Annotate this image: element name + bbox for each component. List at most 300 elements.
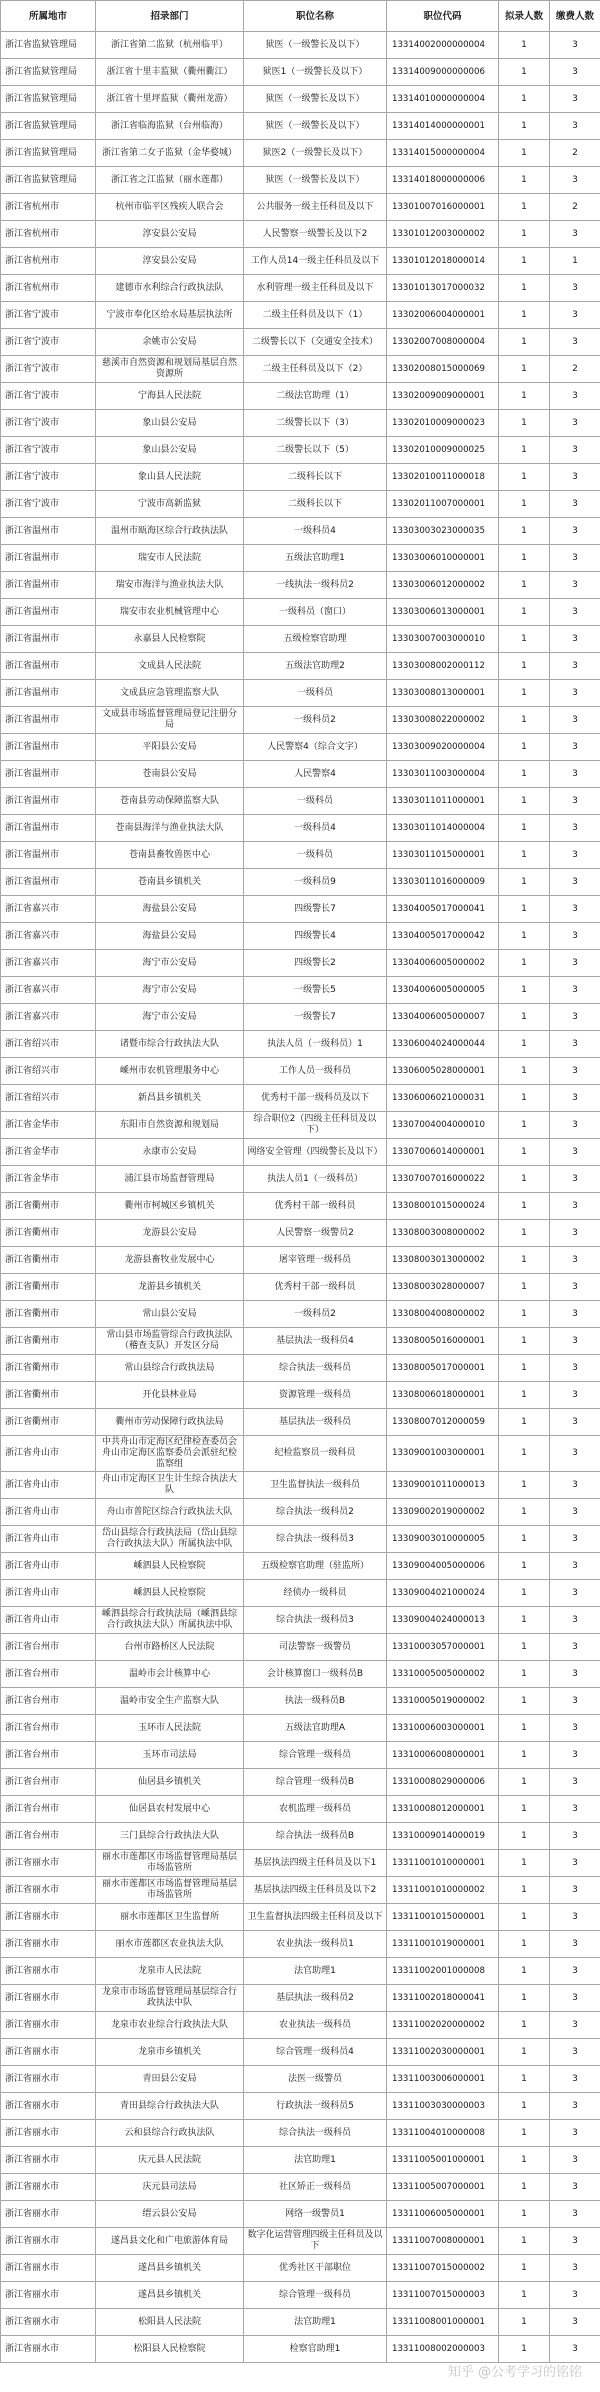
cell-planned-hires: 1 bbox=[499, 788, 550, 815]
cell-city: 浙江省温州市 bbox=[1, 842, 96, 869]
cell-paid-applicants: 3 bbox=[550, 1634, 600, 1661]
table-row bbox=[1, 32, 600, 59]
cell-planned-hires: 1 bbox=[499, 1166, 550, 1193]
table-row bbox=[1, 1985, 600, 2012]
cell-position-name: 屠宰管理一级科员 bbox=[244, 1247, 387, 1274]
cell-position-code: 13310006008000001 bbox=[387, 1742, 499, 1769]
cell-paid-applicants: 3 bbox=[550, 2228, 600, 2255]
cell-paid-applicants: 3 bbox=[550, 1850, 600, 1877]
cell-paid-applicants: 3 bbox=[550, 86, 600, 113]
cell-paid-applicants: 3 bbox=[550, 1382, 600, 1409]
header-planned-hires: 拟录人数 bbox=[499, 1, 550, 32]
cell-position-code: 13304005017000042 bbox=[387, 923, 499, 950]
cell-position-code: 13307004004000010 bbox=[387, 1112, 499, 1139]
cell-position-code: 13303006013000001 bbox=[387, 599, 499, 626]
cell-position-name: 五级检察官助理 bbox=[244, 626, 387, 653]
cell-position-name: 一级科员 bbox=[244, 680, 387, 707]
cell-position-name: 狱医1（一级警长及以下） bbox=[244, 59, 387, 86]
cell-city: 浙江省温州市 bbox=[1, 815, 96, 842]
cell-paid-applicants: 3 bbox=[550, 1355, 600, 1382]
table-row bbox=[1, 1031, 600, 1058]
cell-department: 遂昌县乡镇机关 bbox=[96, 2282, 244, 2309]
cell-planned-hires: 1 bbox=[499, 1877, 550, 1904]
cell-planned-hires: 1 bbox=[499, 626, 550, 653]
cell-department: 宁海县人民法院 bbox=[96, 383, 244, 410]
cell-paid-applicants: 3 bbox=[550, 1796, 600, 1823]
cell-position-code: 13309001011000013 bbox=[387, 1472, 499, 1499]
cell-position-code: 13311007015000002 bbox=[387, 2255, 499, 2282]
cell-position-name: 法官助理1 bbox=[244, 2309, 387, 2336]
cell-position-name: 一级科员 bbox=[244, 788, 387, 815]
table-row bbox=[1, 1382, 600, 1409]
cell-planned-hires: 1 bbox=[499, 761, 550, 788]
table-row bbox=[1, 329, 600, 356]
header-position-name: 职位名称 bbox=[244, 1, 387, 32]
cell-paid-applicants: 3 bbox=[550, 1058, 600, 1085]
table-row bbox=[1, 1058, 600, 1085]
cell-department: 玉环市司法局 bbox=[96, 1742, 244, 1769]
table-row bbox=[1, 788, 600, 815]
cell-planned-hires: 1 bbox=[499, 410, 550, 437]
cell-city: 浙江省宁波市 bbox=[1, 491, 96, 518]
table-row bbox=[1, 2012, 600, 2039]
cell-department: 青田县公安局 bbox=[96, 2066, 244, 2093]
cell-department: 松阳县人民法院 bbox=[96, 2309, 244, 2336]
cell-department: 仙居县农村发展中心 bbox=[96, 1796, 244, 1823]
cell-position-name: 工作人员14一级主任科员及以下 bbox=[244, 248, 387, 275]
cell-position-name: 卫生监督执法四级主任科员及以下 bbox=[244, 1904, 387, 1931]
cell-planned-hires: 1 bbox=[499, 923, 550, 950]
table-row bbox=[1, 1931, 600, 1958]
cell-department: 余姚市公安局 bbox=[96, 329, 244, 356]
cell-department: 淳安县公安局 bbox=[96, 248, 244, 275]
cell-planned-hires: 1 bbox=[499, 464, 550, 491]
table-row bbox=[1, 2147, 600, 2174]
cell-paid-applicants: 3 bbox=[550, 2093, 600, 2120]
cell-position-code: 13308003008000002 bbox=[387, 1220, 499, 1247]
cell-city: 浙江省丽水市 bbox=[1, 1850, 96, 1877]
table-row bbox=[1, 626, 600, 653]
cell-planned-hires: 1 bbox=[499, 1850, 550, 1877]
cell-paid-applicants: 3 bbox=[550, 1553, 600, 1580]
cell-planned-hires: 1 bbox=[499, 1472, 550, 1499]
cell-city: 浙江省杭州市 bbox=[1, 248, 96, 275]
cell-department: 嵊泗县综合行政执法局（嵊泗县综合行政执法大队）所属执法中队 bbox=[96, 1607, 244, 1634]
cell-position-code: 13311002030000001 bbox=[387, 2039, 499, 2066]
cell-planned-hires: 1 bbox=[499, 1409, 550, 1436]
cell-paid-applicants: 3 bbox=[550, 680, 600, 707]
cell-department: 龙游县乡镇机关 bbox=[96, 1274, 244, 1301]
cell-department: 三门县综合行政执法大队 bbox=[96, 1823, 244, 1850]
table-row bbox=[1, 653, 600, 680]
cell-position-code: 13303003023000035 bbox=[387, 518, 499, 545]
cell-position-name: 五级法官助理1 bbox=[244, 545, 387, 572]
cell-position-code: 13309004024000013 bbox=[387, 1607, 499, 1634]
cell-city: 浙江省台州市 bbox=[1, 1796, 96, 1823]
cell-position-code: 13304006005000007 bbox=[387, 1004, 499, 1031]
cell-city: 浙江省丽水市 bbox=[1, 2336, 96, 2363]
cell-position-code: 13311003006000001 bbox=[387, 2066, 499, 2093]
cell-position-name: 狱医（一级警长及以下） bbox=[244, 32, 387, 59]
cell-department: 象山县公安局 bbox=[96, 437, 244, 464]
cell-city: 浙江省温州市 bbox=[1, 572, 96, 599]
cell-city: 浙江省台州市 bbox=[1, 1823, 96, 1850]
cell-planned-hires: 1 bbox=[499, 1958, 550, 1985]
cell-paid-applicants: 3 bbox=[550, 734, 600, 761]
cell-position-name: 一级科员2 bbox=[244, 707, 387, 734]
cell-position-code: 13308007012000059 bbox=[387, 1409, 499, 1436]
table-row bbox=[1, 383, 600, 410]
table-row bbox=[1, 302, 600, 329]
cell-position-code: 13311001010000002 bbox=[387, 1877, 499, 1904]
cell-city: 浙江省宁波市 bbox=[1, 356, 96, 383]
cell-position-code: 13311007008000001 bbox=[387, 2228, 499, 2255]
cell-planned-hires: 1 bbox=[499, 1499, 550, 1526]
cell-position-name: 二级法官助理（1） bbox=[244, 383, 387, 410]
cell-department: 建德市水利综合行政执法队 bbox=[96, 275, 244, 302]
table-row bbox=[1, 896, 600, 923]
cell-position-name: 五级法官助理2 bbox=[244, 653, 387, 680]
cell-planned-hires: 1 bbox=[499, 32, 550, 59]
cell-city: 浙江省舟山市 bbox=[1, 1607, 96, 1634]
cell-position-code: 13310005019000002 bbox=[387, 1688, 499, 1715]
cell-position-code: 13309003010000005 bbox=[387, 1526, 499, 1553]
cell-planned-hires: 1 bbox=[499, 572, 550, 599]
cell-planned-hires: 1 bbox=[499, 2255, 550, 2282]
cell-department: 杭州市临平区残疾人联合会 bbox=[96, 194, 244, 221]
cell-position-code: 13311002020000002 bbox=[387, 2012, 499, 2039]
cell-position-code: 13303009020000004 bbox=[387, 734, 499, 761]
cell-planned-hires: 1 bbox=[499, 1796, 550, 1823]
table-row bbox=[1, 1193, 600, 1220]
cell-department: 常山县综合行政执法局 bbox=[96, 1355, 244, 1382]
table-row bbox=[1, 1661, 600, 1688]
cell-position-code: 13309004005000006 bbox=[387, 1553, 499, 1580]
cell-position-code: 13311001019000001 bbox=[387, 1931, 499, 1958]
cell-position-code: 13308006018000001 bbox=[387, 1382, 499, 1409]
cell-position-name: 四级警长4 bbox=[244, 923, 387, 950]
cell-planned-hires: 1 bbox=[499, 896, 550, 923]
watermark: 知乎 @公考学习的铭铭 bbox=[447, 2365, 582, 2380]
table-row bbox=[1, 1958, 600, 1985]
cell-city: 浙江省丽水市 bbox=[1, 2039, 96, 2066]
cell-city: 浙江省金华市 bbox=[1, 1139, 96, 1166]
cell-city: 浙江省衢州市 bbox=[1, 1328, 96, 1355]
cell-position-name: 综合执法一级科员3 bbox=[244, 1526, 387, 1553]
table-row bbox=[1, 248, 600, 275]
cell-position-name: 综合执法一级科员 bbox=[244, 2120, 387, 2147]
cell-position-code: 13303008022000002 bbox=[387, 707, 499, 734]
cell-position-name: 执法人员（一级科员）1 bbox=[244, 1031, 387, 1058]
cell-planned-hires: 1 bbox=[499, 221, 550, 248]
cell-city: 浙江省温州市 bbox=[1, 545, 96, 572]
cell-department: 东阳市自然资源和规划局 bbox=[96, 1112, 244, 1139]
cell-department: 云和县综合行政执法队 bbox=[96, 2120, 244, 2147]
cell-department: 衢州市劳动保障行政执法局 bbox=[96, 1409, 244, 1436]
cell-paid-applicants: 3 bbox=[550, 2039, 600, 2066]
cell-city: 浙江省丽水市 bbox=[1, 2282, 96, 2309]
cell-department: 诸暨市综合行政执法大队 bbox=[96, 1031, 244, 1058]
cell-position-name: 基层执法四级主任科员及以下2 bbox=[244, 1877, 387, 1904]
cell-paid-applicants: 3 bbox=[550, 1607, 600, 1634]
header-position-code: 职位代码 bbox=[387, 1, 499, 32]
cell-city: 浙江省衢州市 bbox=[1, 1247, 96, 1274]
cell-paid-applicants: 3 bbox=[550, 1004, 600, 1031]
cell-paid-applicants: 2 bbox=[550, 140, 600, 167]
cell-paid-applicants: 3 bbox=[550, 1580, 600, 1607]
cell-department: 遂昌县文化和广电旅游体育局 bbox=[96, 2228, 244, 2255]
cell-position-name: 优秀村干部一级科员及以下 bbox=[244, 1085, 387, 1112]
cell-department: 浙江省第二女子监狱（金华婺城） bbox=[96, 140, 244, 167]
table-row bbox=[1, 2066, 600, 2093]
cell-department: 丽水市莲都区农业执法大队 bbox=[96, 1931, 244, 1958]
cell-paid-applicants: 3 bbox=[550, 869, 600, 896]
cell-city: 浙江省舟山市 bbox=[1, 1580, 96, 1607]
cell-city: 浙江省台州市 bbox=[1, 1634, 96, 1661]
cell-city: 浙江省绍兴市 bbox=[1, 1058, 96, 1085]
cell-city: 浙江省丽水市 bbox=[1, 1931, 96, 1958]
cell-paid-applicants: 3 bbox=[550, 1769, 600, 1796]
cell-city: 浙江省杭州市 bbox=[1, 221, 96, 248]
cell-position-code: 13311003030000003 bbox=[387, 2093, 499, 2120]
cell-position-code: 13302008015000069 bbox=[387, 356, 499, 383]
table-row bbox=[1, 1499, 600, 1526]
cell-planned-hires: 1 bbox=[499, 2147, 550, 2174]
cell-position-code: 13311007015000003 bbox=[387, 2282, 499, 2309]
cell-planned-hires: 1 bbox=[499, 1661, 550, 1688]
cell-position-code: 13311001015000001 bbox=[387, 1904, 499, 1931]
cell-city: 浙江省衢州市 bbox=[1, 1220, 96, 1247]
cell-position-code: 13303007003000010 bbox=[387, 626, 499, 653]
cell-planned-hires: 1 bbox=[499, 302, 550, 329]
cell-position-name: 综合执法一级科员B bbox=[244, 1823, 387, 1850]
cell-position-name: 执法一级科员B bbox=[244, 1688, 387, 1715]
cell-position-code: 13314018000000006 bbox=[387, 167, 499, 194]
cell-paid-applicants: 3 bbox=[550, 1247, 600, 1274]
cell-planned-hires: 1 bbox=[499, 59, 550, 86]
cell-position-code: 13303011016000009 bbox=[387, 869, 499, 896]
cell-paid-applicants: 3 bbox=[550, 653, 600, 680]
table-row bbox=[1, 1688, 600, 1715]
table-row bbox=[1, 923, 600, 950]
cell-position-name: 会计核算窗口一级科员B bbox=[244, 1661, 387, 1688]
cell-paid-applicants: 3 bbox=[550, 2147, 600, 2174]
cell-position-name: 二级科长以下 bbox=[244, 464, 387, 491]
cell-planned-hires: 1 bbox=[499, 329, 550, 356]
table-row bbox=[1, 437, 600, 464]
table-row bbox=[1, 2120, 600, 2147]
cell-paid-applicants: 3 bbox=[550, 572, 600, 599]
cell-department: 龙游县畜牧业发展中心 bbox=[96, 1247, 244, 1274]
cell-position-name: 综合执法一级科员 bbox=[244, 1355, 387, 1382]
cell-department: 海宁市公安局 bbox=[96, 950, 244, 977]
cell-paid-applicants: 3 bbox=[550, 2120, 600, 2147]
table-row bbox=[1, 2336, 600, 2363]
cell-position-name: 农业执法一级科员 bbox=[244, 2012, 387, 2039]
cell-position-name: 法官助理1 bbox=[244, 2147, 387, 2174]
cell-department: 浙江省之江监狱（丽水莲都） bbox=[96, 167, 244, 194]
cell-city: 浙江省舟山市 bbox=[1, 1436, 96, 1472]
cell-position-code: 13302009009000001 bbox=[387, 383, 499, 410]
cell-position-code: 13314002000000004 bbox=[387, 32, 499, 59]
cell-paid-applicants: 3 bbox=[550, 1715, 600, 1742]
cell-department: 苍南县公安局 bbox=[96, 761, 244, 788]
table-row bbox=[1, 842, 600, 869]
cell-position-name: 一级科员（窗口） bbox=[244, 599, 387, 626]
table-row bbox=[1, 1607, 600, 1634]
cell-department: 苍南县乡镇机关 bbox=[96, 869, 244, 896]
cell-paid-applicants: 3 bbox=[550, 761, 600, 788]
cell-planned-hires: 1 bbox=[499, 1085, 550, 1112]
cell-position-name: 二级警长以下（3） bbox=[244, 410, 387, 437]
cell-department: 嵊泗县人民检察院 bbox=[96, 1580, 244, 1607]
cell-city: 浙江省绍兴市 bbox=[1, 1085, 96, 1112]
cell-city: 浙江省丽水市 bbox=[1, 1985, 96, 2012]
cell-position-code: 13303011003000004 bbox=[387, 761, 499, 788]
cell-position-code: 13303011015000001 bbox=[387, 842, 499, 869]
cell-position-code: 13304006005000002 bbox=[387, 950, 499, 977]
cell-city: 浙江省宁波市 bbox=[1, 437, 96, 464]
cell-position-code: 13310003057000001 bbox=[387, 1634, 499, 1661]
cell-paid-applicants: 2 bbox=[550, 194, 600, 221]
cell-city: 浙江省嘉兴市 bbox=[1, 950, 96, 977]
cell-department: 瑞安市海洋与渔业执法大队 bbox=[96, 572, 244, 599]
cell-position-code: 13310009014000019 bbox=[387, 1823, 499, 1850]
cell-position-name: 公共服务一级主任科员及以下 bbox=[244, 194, 387, 221]
cell-position-code: 13307007016000022 bbox=[387, 1166, 499, 1193]
cell-position-name: 社区矫正一级科员 bbox=[244, 2174, 387, 2201]
cell-city: 浙江省监狱管理局 bbox=[1, 113, 96, 140]
cell-department: 开化县林业局 bbox=[96, 1382, 244, 1409]
cell-paid-applicants: 2 bbox=[550, 356, 600, 383]
header-row bbox=[1, 1, 600, 32]
cell-planned-hires: 1 bbox=[499, 1688, 550, 1715]
cell-department: 文成县应急管理监察大队 bbox=[96, 680, 244, 707]
cell-planned-hires: 1 bbox=[499, 1031, 550, 1058]
cell-planned-hires: 1 bbox=[499, 1931, 550, 1958]
cell-planned-hires: 1 bbox=[499, 2282, 550, 2309]
cell-planned-hires: 1 bbox=[499, 1715, 550, 1742]
cell-city: 浙江省嘉兴市 bbox=[1, 923, 96, 950]
cell-department: 浙江省十里坪监狱（衢州龙游） bbox=[96, 86, 244, 113]
cell-position-code: 13301013017000032 bbox=[387, 275, 499, 302]
cell-position-name: 二级主任科员及以下（2） bbox=[244, 356, 387, 383]
cell-planned-hires: 1 bbox=[499, 1904, 550, 1931]
cell-paid-applicants: 3 bbox=[550, 2012, 600, 2039]
cell-position-name: 综合职位2（四级主任科员及以下） bbox=[244, 1112, 387, 1139]
cell-department: 淳安县公安局 bbox=[96, 221, 244, 248]
table-row bbox=[1, 1553, 600, 1580]
cell-department: 衢州市柯城区乡镇机关 bbox=[96, 1193, 244, 1220]
table-row bbox=[1, 1274, 600, 1301]
cell-department: 舟山市普陀区综合行政执法大队 bbox=[96, 1499, 244, 1526]
cell-paid-applicants: 3 bbox=[550, 329, 600, 356]
cell-position-name: 一级科员9 bbox=[244, 869, 387, 896]
table-row bbox=[1, 1526, 600, 1553]
cell-city: 浙江省杭州市 bbox=[1, 194, 96, 221]
cell-position-name: 一级警长7 bbox=[244, 1004, 387, 1031]
cell-paid-applicants: 3 bbox=[550, 167, 600, 194]
cell-paid-applicants: 3 bbox=[550, 1436, 600, 1472]
cell-position-name: 执法人员1（一级科员） bbox=[244, 1166, 387, 1193]
cell-paid-applicants: 3 bbox=[550, 1742, 600, 1769]
cell-position-name: 优秀村干部一级科员 bbox=[244, 1193, 387, 1220]
cell-department: 嵊州市农机管理服务中心 bbox=[96, 1058, 244, 1085]
cell-paid-applicants: 3 bbox=[550, 2282, 600, 2309]
cell-city: 浙江省衢州市 bbox=[1, 1355, 96, 1382]
cell-department: 宁波市奉化区给水局基层执法所 bbox=[96, 302, 244, 329]
cell-paid-applicants: 3 bbox=[550, 1166, 600, 1193]
cell-position-name: 综合执法一级科员2 bbox=[244, 1499, 387, 1526]
cell-position-name: 五级法官助理A bbox=[244, 1715, 387, 1742]
cell-city: 浙江省宁波市 bbox=[1, 383, 96, 410]
table-row bbox=[1, 1247, 600, 1274]
cell-city: 浙江省嘉兴市 bbox=[1, 977, 96, 1004]
cell-city: 浙江省舟山市 bbox=[1, 1499, 96, 1526]
cell-planned-hires: 1 bbox=[499, 1742, 550, 1769]
cell-city: 浙江省台州市 bbox=[1, 1742, 96, 1769]
cell-city: 浙江省监狱管理局 bbox=[1, 32, 96, 59]
table-row bbox=[1, 815, 600, 842]
cell-city: 浙江省金华市 bbox=[1, 1112, 96, 1139]
table-row bbox=[1, 221, 600, 248]
cell-city: 浙江省丽水市 bbox=[1, 1958, 96, 1985]
table-row bbox=[1, 2282, 600, 2309]
cell-planned-hires: 1 bbox=[499, 167, 550, 194]
table-row bbox=[1, 1301, 600, 1328]
header-department: 招录部门 bbox=[96, 1, 244, 32]
cell-planned-hires: 1 bbox=[499, 1193, 550, 1220]
cell-position-code: 13309004021000024 bbox=[387, 1580, 499, 1607]
cell-position-name: 狱医（一级警长及以下） bbox=[244, 86, 387, 113]
cell-department: 温岭市会计核算中心 bbox=[96, 1661, 244, 1688]
cell-position-code: 13302007008000004 bbox=[387, 329, 499, 356]
table-row bbox=[1, 356, 600, 383]
cell-position-name: 卫生监督执法一级科员 bbox=[244, 1472, 387, 1499]
cell-department: 永嘉县人民检察院 bbox=[96, 626, 244, 653]
cell-position-code: 13302006004000001 bbox=[387, 302, 499, 329]
cell-department: 岱山县综合行政执法局（岱山县综合行政执法大队）所属执法中队 bbox=[96, 1526, 244, 1553]
cell-planned-hires: 1 bbox=[499, 707, 550, 734]
cell-paid-applicants: 3 bbox=[550, 1301, 600, 1328]
cell-city: 浙江省衢州市 bbox=[1, 1301, 96, 1328]
cell-paid-applicants: 3 bbox=[550, 1661, 600, 1688]
cell-position-code: 13306004024000044 bbox=[387, 1031, 499, 1058]
cell-planned-hires: 1 bbox=[499, 1553, 550, 1580]
cell-department: 缙云县公安局 bbox=[96, 2201, 244, 2228]
cell-paid-applicants: 3 bbox=[550, 1688, 600, 1715]
cell-position-code: 13311004010000008 bbox=[387, 2120, 499, 2147]
cell-department: 松阳县人民检察院 bbox=[96, 2336, 244, 2363]
cell-position-name: 二级警长以下（5） bbox=[244, 437, 387, 464]
cell-planned-hires: 1 bbox=[499, 977, 550, 1004]
cell-paid-applicants: 3 bbox=[550, 1085, 600, 1112]
cell-city: 浙江省丽水市 bbox=[1, 2147, 96, 2174]
cell-planned-hires: 1 bbox=[499, 1382, 550, 1409]
cell-position-code: 13303008013000001 bbox=[387, 680, 499, 707]
cell-position-code: 13314009000000006 bbox=[387, 59, 499, 86]
cell-planned-hires: 1 bbox=[499, 518, 550, 545]
cell-planned-hires: 1 bbox=[499, 383, 550, 410]
cell-planned-hires: 1 bbox=[499, 1823, 550, 1850]
cell-city: 浙江省监狱管理局 bbox=[1, 140, 96, 167]
cell-department: 遂昌县乡镇机关 bbox=[96, 2255, 244, 2282]
cell-position-name: 优秀社区干部职位 bbox=[244, 2255, 387, 2282]
cell-paid-applicants: 3 bbox=[550, 1904, 600, 1931]
table-row bbox=[1, 707, 600, 734]
cell-city: 浙江省宁波市 bbox=[1, 410, 96, 437]
cell-paid-applicants: 3 bbox=[550, 1958, 600, 1985]
